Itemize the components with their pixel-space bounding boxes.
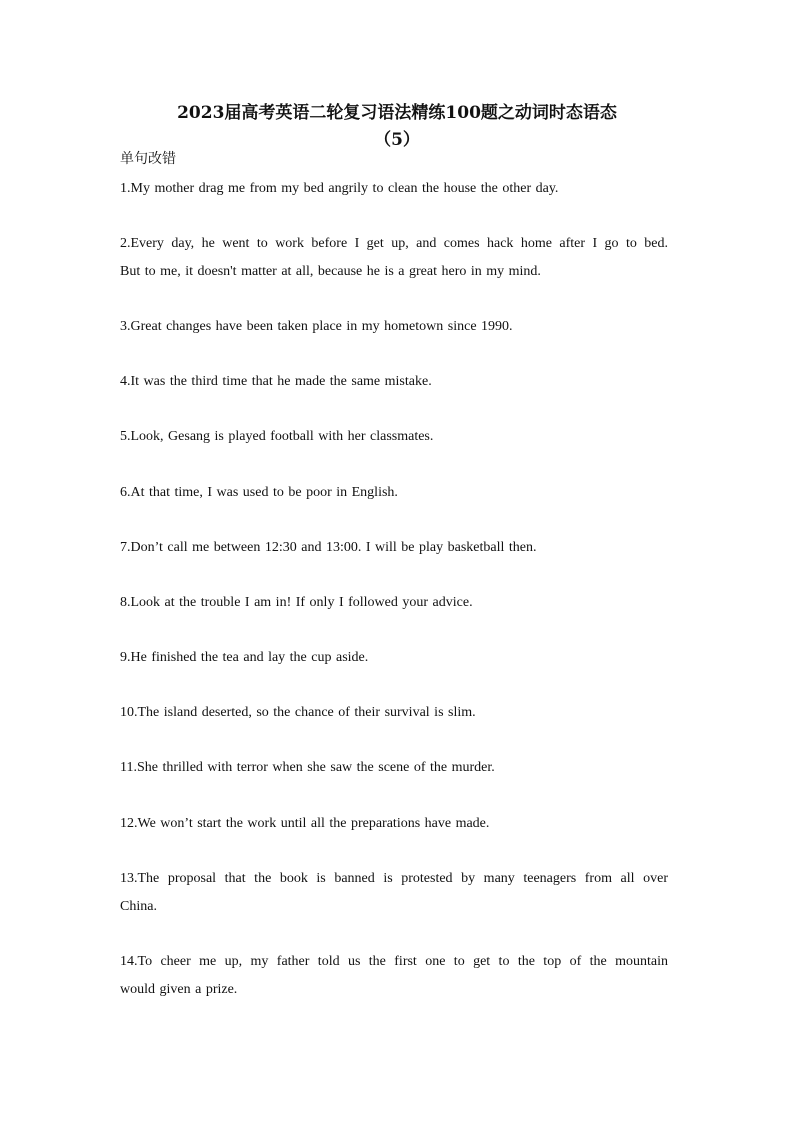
question-3: 3.Great changes have been taken place in my hometown since 1990. <box>120 319 513 334</box>
document-title-number: （5） <box>374 130 420 150</box>
question-13-line-2: China. <box>120 899 157 914</box>
question-5: 5.Look, Gesang is played football with her classmates. <box>120 429 434 444</box>
question-2-line-1: 2.Every day, he went to work before I get up, and comes hack home after I go to bed. <box>120 236 668 251</box>
question-14-line-2: would given a prize. <box>120 982 238 997</box>
section-heading: 单句改错 <box>120 151 176 167</box>
question-6: 6.At that time, I was used to be poor in English. <box>120 485 398 500</box>
question-9: 9.He finished the tea and lay the cup aside. <box>120 650 369 665</box>
question-10: 10.The island deserted, so the chance of their survival is slim. <box>120 705 476 720</box>
question-1: 1.My mother drag me from my bed angrily to clean the house the other day. <box>120 181 559 196</box>
question-7: 7.Don’t call me between 12:30 and 13:00. I will be play basketball then. <box>120 540 537 555</box>
document-title: 2023届高考英语二轮复习语法精练100题之动词时态语态 <box>177 103 617 123</box>
question-4: 4.It was the third time that he made the same mistake. <box>120 374 432 389</box>
question-8: 8.Look at the trouble I am in! If only I followed your advice. <box>120 595 473 610</box>
question-14-line-1: 14.To cheer me up, my father told us the first one to get to the top of the mountain <box>120 954 668 969</box>
question-2-line-2: But to me, it doesn't matter at all, because he is a great hero in my mind. <box>120 264 541 279</box>
question-12: 12.We won’t start the work until all the preparations have made. <box>120 816 490 831</box>
question-13-line-1: 13.The proposal that the book is banned is protested by many teenagers from all over <box>120 871 668 886</box>
question-11: 11.She thrilled with terror when she saw the scene of the murder. <box>120 760 495 775</box>
